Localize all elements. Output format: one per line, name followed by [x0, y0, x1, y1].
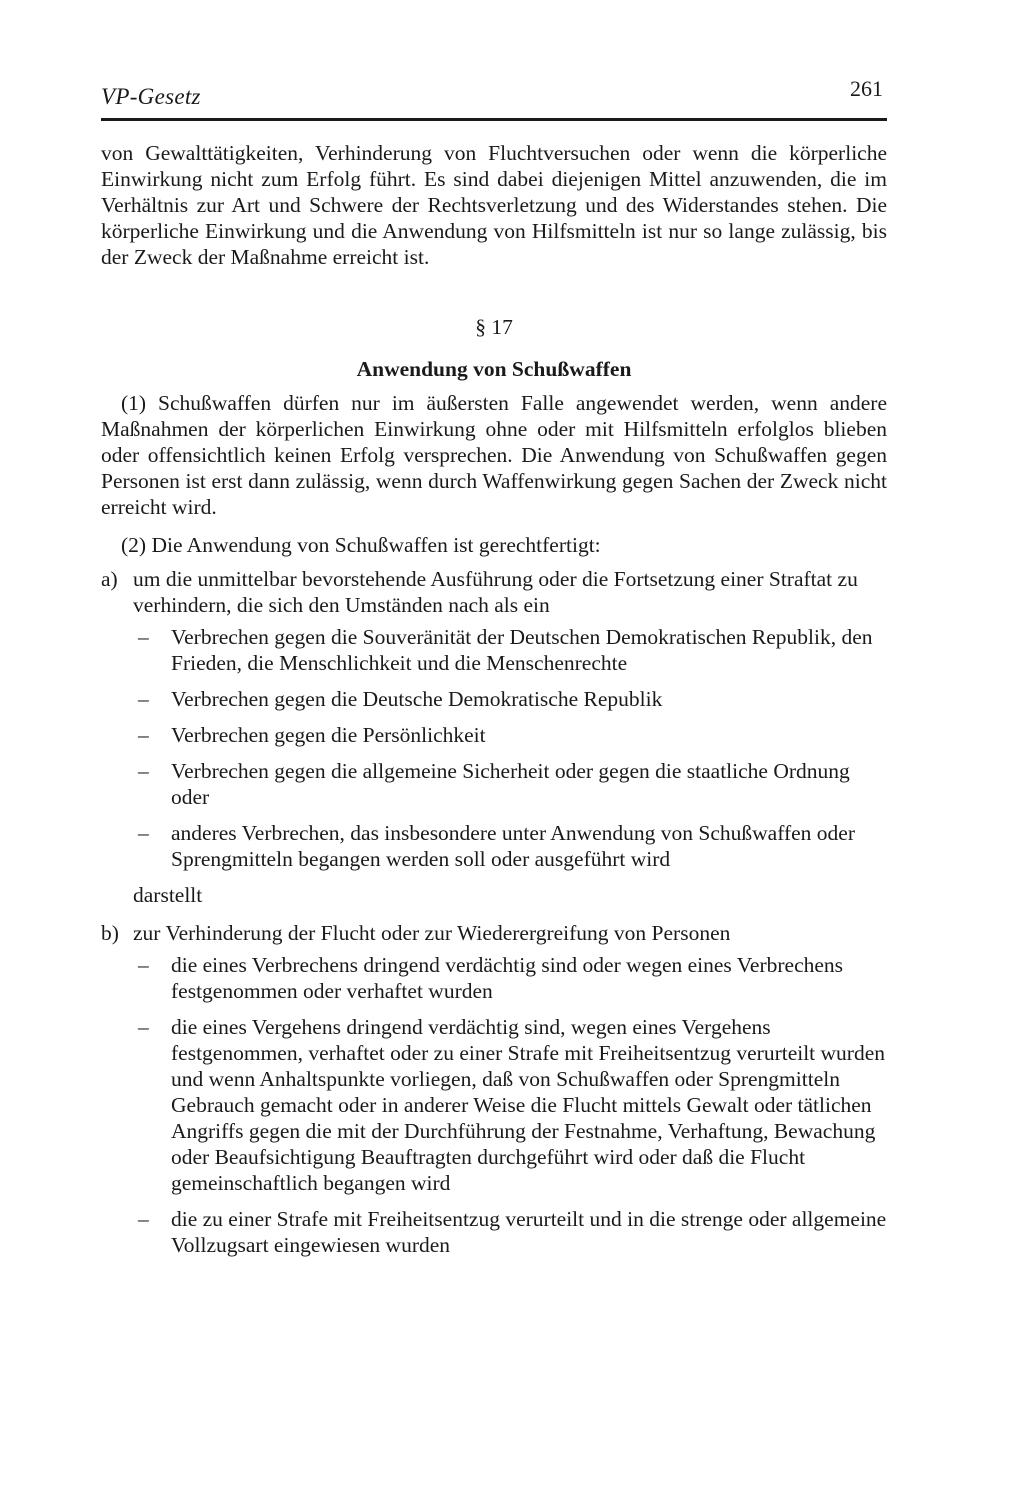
page-header: [101, 74, 887, 121]
list-item: [101, 820, 887, 872]
continuation-paragraph: von Gewalttätigkeiten, Verhinderung von Fluchtversuchen oder wenn die körperliche Einwirkung nicht zum Erfolg führt. Es sind dabei diejenigen Mittel anzuwenden, die im Verhältnis zur Art und Schwere der Rechtsverletzung und des Widerstandes stehen. Die körperliche Einwirkung und die Anwendung von Hilfsmitteln ist nur so lange zulässig, bis der Zweck der Maßnahme erreicht ist.: [101, 141, 887, 269]
list-item-a: [101, 566, 887, 618]
body-text: [101, 140, 887, 1268]
subsection-2: (2) Die Anwendung von Schußwaffen ist gerechtfertigt:: [121, 533, 601, 557]
dash-list-b: [101, 952, 887, 1258]
dash-marker: –: [138, 759, 149, 783]
running-head: VP-Gesetz: [101, 84, 201, 109]
list-item: [101, 624, 887, 676]
list-item: [101, 758, 887, 810]
list-item-text: die eines Vergehens dringend verdächtig sind, wegen eines Vergehens festgenommen, verhaftet oder zu einer Strafe mit Freiheitsentzug verurteilt wurden und wenn Anhaltspunkte vorliegen, daß von Schußwaffen oder Sprengmitteln Gebrauch gemacht oder in anderer Weise die Flucht mittels Gewalt oder tätlichen Angriffs gegen die mit der Durchführung der Festnahme, Verhaftung, Bewachung oder Beaufsichtigung Beauftragten durchgeführt wird oder daß die Flucht gemeinschaftlich begangen wird: [171, 1015, 886, 1195]
section-number: § 17: [475, 315, 513, 339]
list-item: [101, 1206, 887, 1258]
dash-marker: –: [138, 723, 149, 747]
dash-marker: –: [138, 1207, 149, 1231]
page-number: 261: [850, 76, 883, 101]
list-item-text: die zu einer Strafe mit Freiheitsentzug verurteilt und in die strenge oder allgemeine Vollzugsart eingewiesen wurden: [171, 1207, 887, 1257]
list-item-b: [101, 920, 887, 946]
list-item-text: Verbrechen gegen die allgemeine Sicherheit oder gegen die staatliche Ordnung oder: [171, 759, 850, 809]
section-title: Anwendung von Schußwaffen: [356, 357, 632, 381]
list-item: [101, 1014, 887, 1196]
dash-list-a: [101, 624, 887, 872]
list-item: [101, 686, 887, 712]
subsection-1: (1) Schußwaffen dürfen nur im äußersten Falle angewendet werden, wenn andere Maßnahmen der körperlichen Einwirkung ohne oder mit Hilfsmitteln erfolglos blieben oder offensichtlich keinen Erfolg versprechen. Die Anwendung von Schußwaffen gegen Personen ist erst dann zulässig, wenn durch Waffenwirkung gegen Sachen der Zweck nicht erreicht wird.: [101, 391, 887, 519]
list-a-closing: darstellt: [133, 883, 203, 907]
list-item-text: die eines Verbrechens dringend verdächtig sind oder wegen eines Verbrechens festgenommen oder verhaftet wurden: [171, 953, 844, 1003]
dash-marker: –: [138, 953, 149, 977]
dash-marker: –: [138, 625, 149, 649]
list-item: [101, 952, 887, 1004]
list-item-text: Verbrechen gegen die Persönlichkeit: [171, 723, 486, 747]
list-text-a: um die unmittelbar bevorstehende Ausführung oder die Fortsetzung einer Straftat zu verhindern, die sich den Umständen nach als ein: [133, 567, 858, 617]
list-letter-b: b): [101, 921, 119, 945]
list-letter-a: a): [101, 567, 118, 591]
list-item: [101, 722, 887, 748]
dash-marker: –: [138, 687, 149, 711]
list-item-text: anderes Verbrechen, das insbesondere unter Anwendung von Schußwaffen oder Sprengmitteln begangen werden soll oder ausgeführt wird: [171, 821, 856, 871]
dash-marker: –: [138, 1015, 149, 1039]
dash-marker: –: [138, 821, 149, 845]
list-item-text: Verbrechen gegen die Deutsche Demokratische Republik: [171, 687, 663, 711]
list-text-b: zur Verhinderung der Flucht oder zur Wiederergreifung von Personen: [133, 921, 731, 945]
list-item-text: Verbrechen gegen die Souveränität der Deutschen Demokratischen Republik, den Frieden, die Menschlichkeit und die Menschenrechte: [171, 625, 873, 675]
